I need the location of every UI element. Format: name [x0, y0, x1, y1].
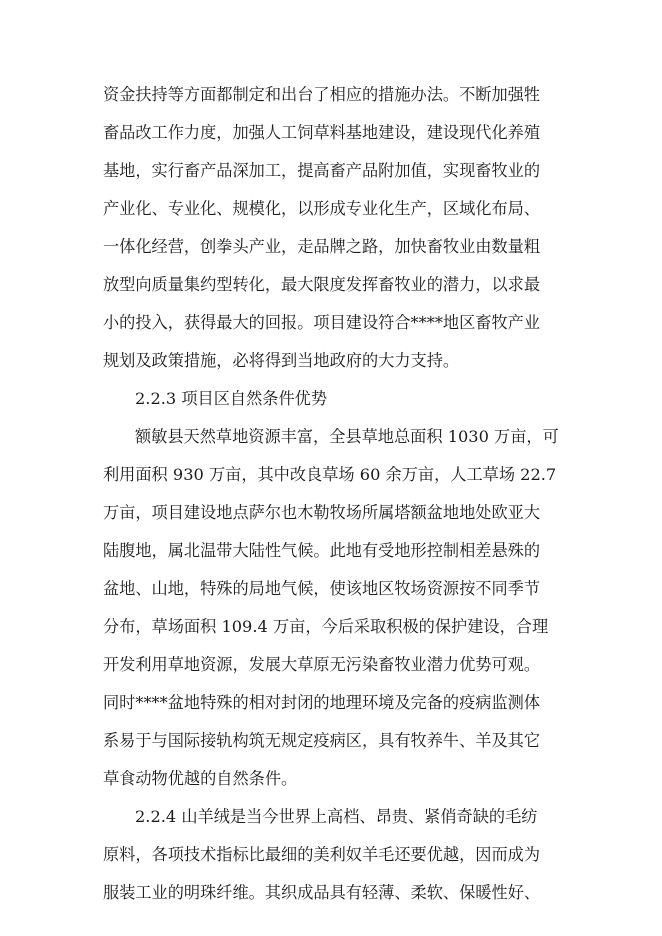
text-line: 2.2.4 山羊绒是当今世界上高档、昂贵、紧俏奇缺的毛纺: [135, 807, 538, 826]
text-line: 分布，草场面积 109.4 万亩，今后采取积极的保护建设，合理: [103, 617, 549, 636]
text-line: 草食动物优越的自然条件。: [103, 769, 298, 788]
text-line: 额敏县天然草地资源丰富，全县草地总面积 1030 万亩，可: [135, 427, 559, 446]
text-line: 同时****盆地特殊的相对封闭的地理环境及完备的疫病监测体: [103, 693, 541, 712]
heading-text: 2.2.3 项目区自然条件优势: [135, 389, 328, 408]
text-line: 基地，实行畜产品深加工，提高畜产品附加值，实现畜牧业的: [103, 161, 541, 180]
text-line: 开发利用草地资源，发展大草原无污染畜牧业潜力优势可观。: [103, 655, 541, 674]
text-line: 原料，各项技术指标比最细的美利奴羊毛还要优越，因而成为: [103, 845, 541, 864]
text-line: 盆地、山地，特殊的局地气候，使该地区牧场资源按不同季节: [103, 579, 541, 598]
text-line: 资金扶持等方面都制定和出台了相应的措施办法。不断加强牲: [103, 85, 541, 104]
text-line: 产业化、专业化、规模化，以形成专业化生产，区域化布局、: [103, 199, 541, 218]
text-line: 服装工业的明珠纤维。其织成品具有轻薄、柔软、保暖性好、: [103, 883, 541, 902]
text-line: 规划及政策措施，必将得到当地政府的大力支持。: [103, 351, 460, 370]
paragraph-natural-conditions: [103, 418, 563, 798]
paragraph-policy-support: [103, 76, 563, 380]
document-body: [103, 76, 563, 912]
section-heading-223: [103, 380, 563, 418]
text-line: 小的投入，获得最大的回报。项目建设符合****地区畜牧产业: [103, 313, 541, 332]
text-line: 陆腹地，属北温带大陆性气候。此地有受地形控制相差悬殊的: [103, 541, 541, 560]
text-line: 利用面积 930 万亩，其中改良草场 60 余万亩，人工草场 22.7: [103, 465, 557, 484]
text-line: 放型向质量集约型转化，最大限度发挥畜牧业的潜力，以求最: [103, 275, 541, 294]
text-line: 畜品改工作力度，加强人工饲草料基地建设，建设现代化养殖: [103, 123, 541, 142]
paragraph-cashmere: [103, 798, 563, 912]
text-line: 系易于与国际接轨构筑无规定疫病区，具有牧养牛、羊及其它: [103, 731, 541, 750]
text-line: 万亩，项目建设地点萨尔也木勒牧场所属塔额盆地地处欧亚大: [103, 503, 541, 522]
text-line: 一体化经营，创拳头产业，走品牌之路，加快畜牧业由数量粗: [103, 237, 541, 256]
